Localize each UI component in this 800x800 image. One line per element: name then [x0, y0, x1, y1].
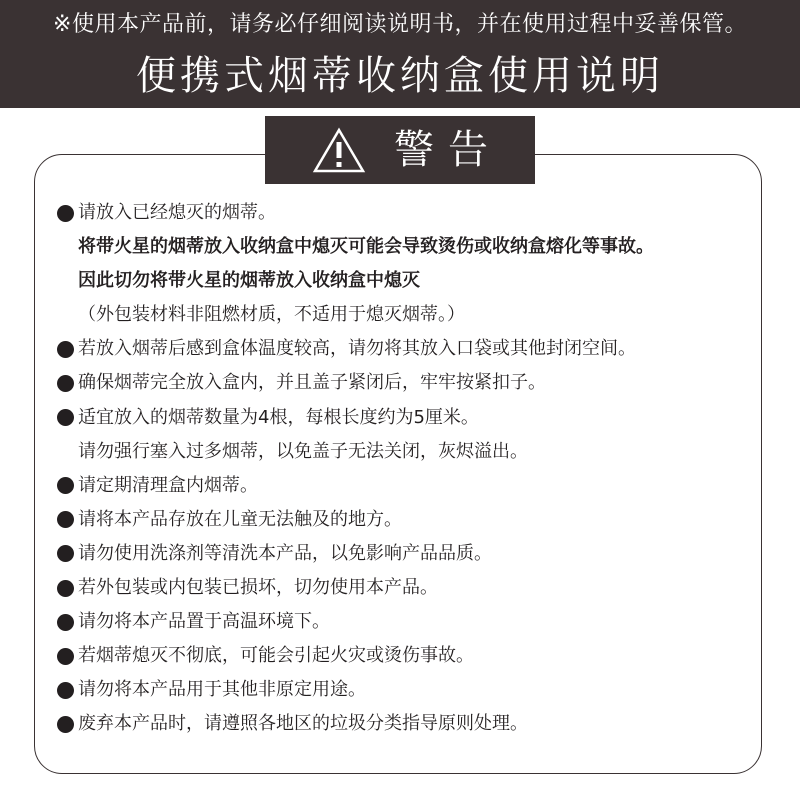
list-item: [57, 537, 757, 571]
list-item: [57, 639, 757, 673]
bullet-icon: [57, 341, 74, 358]
item-text: 请定期清理盒内烟蒂。: [78, 474, 258, 496]
list-item: [57, 673, 757, 707]
bullet-icon: [57, 511, 74, 528]
warning-label: 警告: [394, 127, 502, 173]
item-text: 若外包装或内包装已损坏，切勿使用本产品。: [78, 577, 438, 599]
item-text: 请勿将本产品用于其他非原定用途。: [78, 679, 366, 701]
list-item: [57, 435, 757, 469]
bullet-icon: [57, 375, 74, 392]
usage-notice: ※使用本产品前，请务必仔细阅读说明书，并在使用过程中妥善保管。: [53, 12, 747, 37]
warning-tab: [265, 116, 535, 184]
instruction-list: [57, 196, 757, 742]
list-item: [57, 230, 757, 264]
bullet-icon: [57, 409, 74, 426]
bullet-icon: [57, 648, 74, 665]
page-title: 便携式烟蒂收纳盒使用说明: [136, 53, 664, 99]
list-item: [57, 503, 757, 537]
bullet-icon: [57, 614, 74, 631]
list-item: [57, 298, 757, 332]
list-item: [57, 196, 757, 230]
list-item: [57, 605, 757, 639]
bullet-icon: [57, 580, 74, 597]
bullet-icon: [57, 682, 74, 699]
item-text: 因此切勿将带火星的烟蒂放入收纳盒中熄灭: [78, 270, 420, 292]
warning-triangle-icon: [312, 126, 366, 174]
list-item: [57, 571, 757, 605]
item-text: 将带火星的烟蒂放入收纳盒中熄灭可能会导致烫伤或收纳盒熔化等事故。: [78, 236, 654, 258]
list-item: [57, 332, 757, 366]
list-item: [57, 366, 757, 400]
item-text: 废弃本产品时，请遵照各地区的垃圾分类指导原则处理。: [78, 713, 528, 735]
item-text: 请勿使用洗涤剂等清洗本产品，以免影响产品品质。: [78, 542, 492, 564]
bullet-icon: [57, 205, 74, 222]
list-item: [57, 469, 757, 503]
item-text: 确保烟蒂完全放入盒内，并且盖子紧闭后，牢牢按紧扣子。: [78, 372, 546, 394]
item-text: 适宜放入的烟蒂数量为4根，每根长度约为5厘米。: [78, 406, 479, 428]
item-text: 请勿将本产品置于高温环境下。: [78, 611, 330, 633]
list-item: [57, 707, 757, 741]
header-banner: [0, 0, 800, 108]
item-text: 请勿强行塞入过多烟蒂，以免盖子无法关闭，灰烬溢出。: [78, 440, 528, 462]
bullet-icon: [57, 477, 74, 494]
item-text: 请放入已经熄灭的烟蒂。: [78, 202, 276, 223]
item-text: 若放入烟蒂后感到盒体温度较高，请勿将其放入口袋或其他封闭空间。: [78, 338, 636, 360]
bullet-icon: [57, 716, 74, 733]
bullet-icon: [57, 545, 74, 562]
item-text: （外包装材料非阻燃材质，不适用于熄灭烟蒂。）: [78, 304, 465, 326]
item-text: 请将本产品存放在儿童无法触及的地方。: [78, 508, 402, 530]
item-text: 若烟蒂熄灭不彻底，可能会引起火灾或烫伤事故。: [78, 645, 474, 667]
list-item: [57, 264, 757, 298]
list-item: [57, 401, 757, 435]
